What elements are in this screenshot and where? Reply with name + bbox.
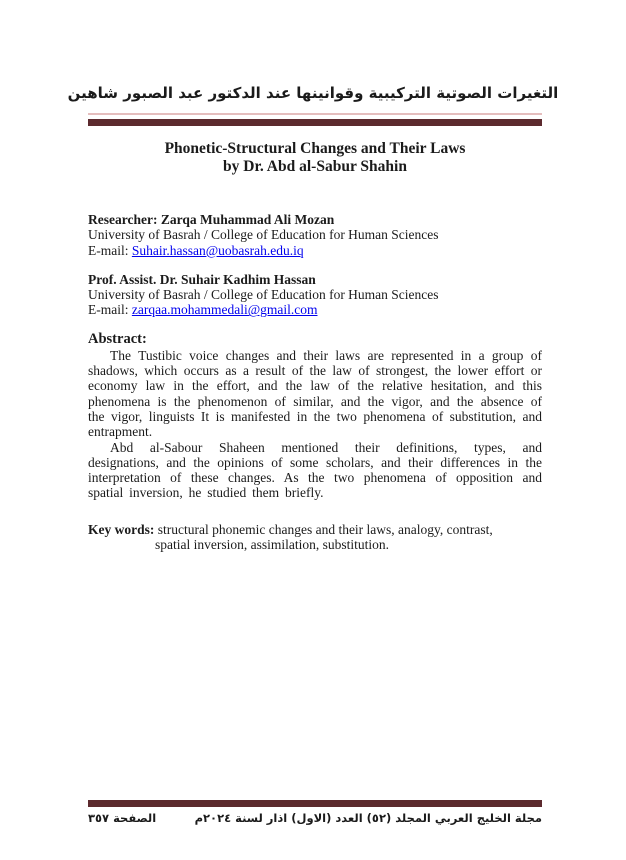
author-2-email-line — [88, 302, 542, 317]
abstract-heading: Abstract: — [88, 330, 147, 347]
header-rule-thin — [88, 113, 542, 115]
author-1-email-label: E-mail: — [88, 242, 132, 258]
keywords-line1-text: structural phonemic changes and their laws, analogy, contrast, — [154, 521, 493, 537]
author-2-affiliation: University of Basrah / College of Education for Human Sciences — [88, 287, 439, 303]
paper-title — [88, 140, 542, 175]
arabic-running-title: التغيرات الصوتية التركيبية وقوانينها عند الدكتور عبد الصبور شاهين — [67, 84, 559, 102]
keywords-line2: spatial inversion, assimilation, substitution. — [155, 537, 389, 553]
abstract-paragraph-1: The Tustibic voice changes and their laws are represented in a group of shadows, which occurs as a result of the law of strongest, the lower effort or economy law in the effort, and the law of the relative hesitation, and this phenomena is the phenomenon of similar, and the vigor, and the absence of the vigor, linguists It is manifested in the two phenomena of substitution, and entrapment. — [88, 347, 542, 440]
header-rule-thick — [88, 119, 542, 126]
keywords-block — [88, 522, 542, 553]
paper-title-line1: Phonetic-Structural Changes and Their Laws — [164, 140, 466, 157]
footer-page-number: الصفحة ٣٥٧ — [88, 811, 157, 825]
abstract-paragraph-2: Abd al-Sabour Shaheen mentioned their definitions, types, and designations, and the opinions of some scholars, and their differences in the interpretation of these changes. As the two phenomena of opposition and spatial inversion, he studied them briefly. — [88, 439, 542, 501]
keywords-label: Key words: — [88, 521, 155, 537]
content-column — [88, 212, 542, 552]
paper-title-line2: by Dr. Abd al-Sabur Shahin — [223, 157, 407, 175]
author-block-2 — [88, 272, 542, 318]
keywords-line1 — [88, 522, 542, 537]
author-1-affiliation: University of Basrah / College of Education for Human Sciences — [88, 227, 439, 243]
author-1-name: Researcher: Zarqa Muhammad Ali Mozan — [88, 212, 335, 227]
footer-rule-thick — [88, 800, 542, 807]
author-2-email-link[interactable]: zarqaa.mohammedali@gmail.com — [131, 302, 318, 318]
author-block-1 — [88, 212, 542, 258]
author-2-name: Prof. Assist. Dr. Suhair Kadhim Hassan — [88, 271, 316, 287]
author-1-email-line — [88, 243, 542, 258]
footer-journal-line: مجلة الخليج العربي المجلد (٥٢) العدد (الاول) اذار لسنة ٢٠٢٤م — [194, 811, 542, 825]
author-1-email-link[interactable]: Suhair.hassan@uobasrah.edu.iq — [131, 242, 304, 258]
author-2-email-label: E-mail: — [88, 302, 132, 318]
footer — [88, 811, 542, 826]
